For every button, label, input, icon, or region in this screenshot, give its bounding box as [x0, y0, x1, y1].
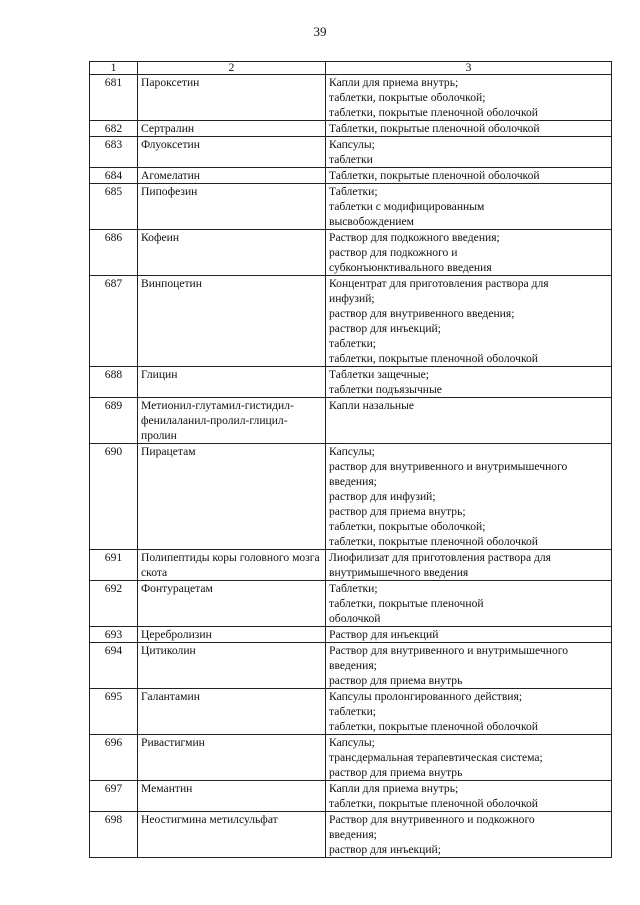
table-row [90, 550, 612, 581]
dosage-form-line: таблетки подъязычные [329, 383, 442, 396]
dosage-form-line: таблетки, покрытые пленочной оболочкой [329, 720, 538, 733]
dosage-form-line: таблетки, покрытые оболочкой; [329, 520, 486, 533]
table-row [90, 627, 612, 643]
row-number: 686 [90, 230, 138, 276]
drug-name: Пирацетам [138, 444, 326, 550]
drug-name: Цитиколин [138, 643, 326, 689]
drug-name: Церебролизин [138, 627, 326, 643]
dosage-form-line: Раствор для внутривенного и подкожного [329, 813, 535, 826]
drug-name: Пароксетин [138, 75, 326, 121]
row-number: 684 [90, 168, 138, 184]
table-row [90, 184, 612, 230]
dosage-form-line: Таблетки, покрытые пленочной оболочкой [329, 122, 540, 135]
dosage-form-line: таблетки [329, 153, 373, 166]
dosage-forms [326, 168, 612, 184]
table-row [90, 689, 612, 735]
row-number: 698 [90, 812, 138, 858]
dosage-form-line: Таблетки; [329, 582, 378, 595]
dosage-form-line: таблетки, покрытые пленочной оболочкой [329, 797, 538, 810]
row-number: 682 [90, 121, 138, 137]
row-number: 695 [90, 689, 138, 735]
dosage-form-line: Раствор для инъекций [329, 628, 439, 641]
drug-name: Фонтурацетам [138, 581, 326, 627]
dosage-form-line: Лиофилизат для приготовления раствора для [329, 551, 552, 564]
dosage-form-line: Концентрат для приготовления раствора для [329, 277, 549, 290]
dosage-form-line: раствор для приема внутрь; [329, 505, 466, 518]
drug-name: Полипептиды коры головного мозга скота [138, 550, 326, 581]
dosage-form-line: трансдермальная терапевтическая система; [329, 751, 543, 764]
dosage-forms [326, 230, 612, 276]
dosage-forms [326, 121, 612, 137]
dosage-form-line: Таблетки, покрытые пленочной оболочкой [329, 169, 540, 182]
drug-name: Флуоксетин [138, 137, 326, 168]
dosage-forms [326, 689, 612, 735]
table-row [90, 121, 612, 137]
column-header-3: 3 [326, 62, 612, 75]
dosage-forms [326, 276, 612, 367]
table-row [90, 367, 612, 398]
drug-name: Сертралин [138, 121, 326, 137]
row-number: 687 [90, 276, 138, 367]
dosage-form-line: высвобождением [329, 215, 414, 228]
column-header-2: 2 [138, 62, 326, 75]
dosage-form-line: Раствор для внутривенного и внутримышечного [329, 644, 569, 657]
dosage-form-line: таблетки, покрытые пленочной оболочкой [329, 352, 538, 365]
table-row [90, 735, 612, 781]
dosage-form-line: раствор для инфузий; [329, 490, 436, 503]
table-row [90, 812, 612, 858]
dosage-forms [326, 367, 612, 398]
table-row [90, 398, 612, 444]
dosage-forms [326, 627, 612, 643]
dosage-forms [326, 643, 612, 689]
dosage-forms [326, 398, 612, 444]
drug-name: Глицин [138, 367, 326, 398]
dosage-form-line: Капли назальные [329, 399, 415, 412]
dosage-form-line: Капсулы; [329, 138, 375, 151]
row-number: 693 [90, 627, 138, 643]
drug-name: Мемантин [138, 781, 326, 812]
drug-name: Ривастигмин [138, 735, 326, 781]
dosage-form-line: введения; [329, 475, 377, 488]
drug-name: Метионил-глутамил-гистидил-фенилаланил-пролил-глицил-пролин [138, 398, 326, 444]
dosage-form-line: Раствор для подкожного введения; [329, 231, 500, 244]
drug-name: Агомелатин [138, 168, 326, 184]
drug-name: Неостигмина метилсульфат [138, 812, 326, 858]
dosage-form-line: Капли для приема внутрь; [329, 782, 459, 795]
row-number: 681 [90, 75, 138, 121]
dosage-forms [326, 781, 612, 812]
dosage-form-line: таблетки, покрытые пленочной оболочкой [329, 106, 538, 119]
row-number: 692 [90, 581, 138, 627]
table-row [90, 168, 612, 184]
table-row [90, 75, 612, 121]
row-number: 697 [90, 781, 138, 812]
dosage-form-line: раствор для инъекций; [329, 843, 441, 856]
dosage-forms [326, 735, 612, 781]
dosage-form-line: таблетки, покрытые оболочкой; [329, 91, 486, 104]
dosage-form-line: таблетки; [329, 705, 377, 718]
drug-name: Галантамин [138, 689, 326, 735]
column-header-1: 1 [90, 62, 138, 75]
dosage-form-line: Капли для приема внутрь; [329, 76, 459, 89]
dosage-form-line: Капсулы; [329, 445, 375, 458]
drug-table [89, 61, 612, 858]
dosage-form-line: Капсулы; [329, 736, 375, 749]
table-header-row [90, 62, 612, 75]
row-number: 689 [90, 398, 138, 444]
row-number: 691 [90, 550, 138, 581]
dosage-form-line: инфузий; [329, 292, 375, 305]
table-row [90, 444, 612, 550]
row-number: 694 [90, 643, 138, 689]
dosage-form-line: раствор для внутривенного введения; [329, 307, 515, 320]
dosage-form-line: таблетки, покрытые пленочной оболочкой [329, 535, 538, 548]
table-row [90, 230, 612, 276]
dosage-form-line: раствор для внутривенного и внутримышечного [329, 460, 568, 473]
dosage-form-line: оболочкой [329, 612, 381, 625]
dosage-form-line: раствор для подкожного и [329, 246, 458, 259]
dosage-forms [326, 550, 612, 581]
dosage-forms [326, 184, 612, 230]
dosage-form-line: таблетки с модифицированным [329, 200, 485, 213]
drug-name: Винпоцетин [138, 276, 326, 367]
table-row [90, 581, 612, 627]
drug-name: Кофеин [138, 230, 326, 276]
dosage-forms [326, 581, 612, 627]
dosage-form-line: субконъюнктивального введения [329, 261, 492, 274]
dosage-forms [326, 444, 612, 550]
dosage-form-line: Капсулы пролонгированного действия; [329, 690, 523, 703]
dosage-form-line: раствор для инъекций; [329, 322, 441, 335]
table-row [90, 276, 612, 367]
dosage-forms [326, 75, 612, 121]
drug-name: Пипофезин [138, 184, 326, 230]
dosage-form-line: раствор для приема внутрь [329, 766, 463, 779]
table-row [90, 643, 612, 689]
dosage-form-line: раствор для приема внутрь [329, 674, 463, 687]
dosage-form-line: Таблетки; [329, 185, 378, 198]
dosage-form-line: Таблетки защечные; [329, 368, 429, 381]
dosage-form-line: внутримышечного введения [329, 566, 469, 579]
table-body [90, 75, 612, 858]
page-number: 39 [313, 24, 327, 39]
dosage-form-line: таблетки; [329, 337, 377, 350]
row-number: 690 [90, 444, 138, 550]
dosage-form-line: введения; [329, 659, 377, 672]
row-number: 685 [90, 184, 138, 230]
dosage-form-line: таблетки, покрытые пленочной [329, 597, 484, 610]
row-number: 688 [90, 367, 138, 398]
row-number: 696 [90, 735, 138, 781]
dosage-form-line: введения; [329, 828, 377, 841]
dosage-forms [326, 812, 612, 858]
table-row [90, 137, 612, 168]
row-number: 683 [90, 137, 138, 168]
table-row [90, 781, 612, 812]
dosage-forms [326, 137, 612, 168]
